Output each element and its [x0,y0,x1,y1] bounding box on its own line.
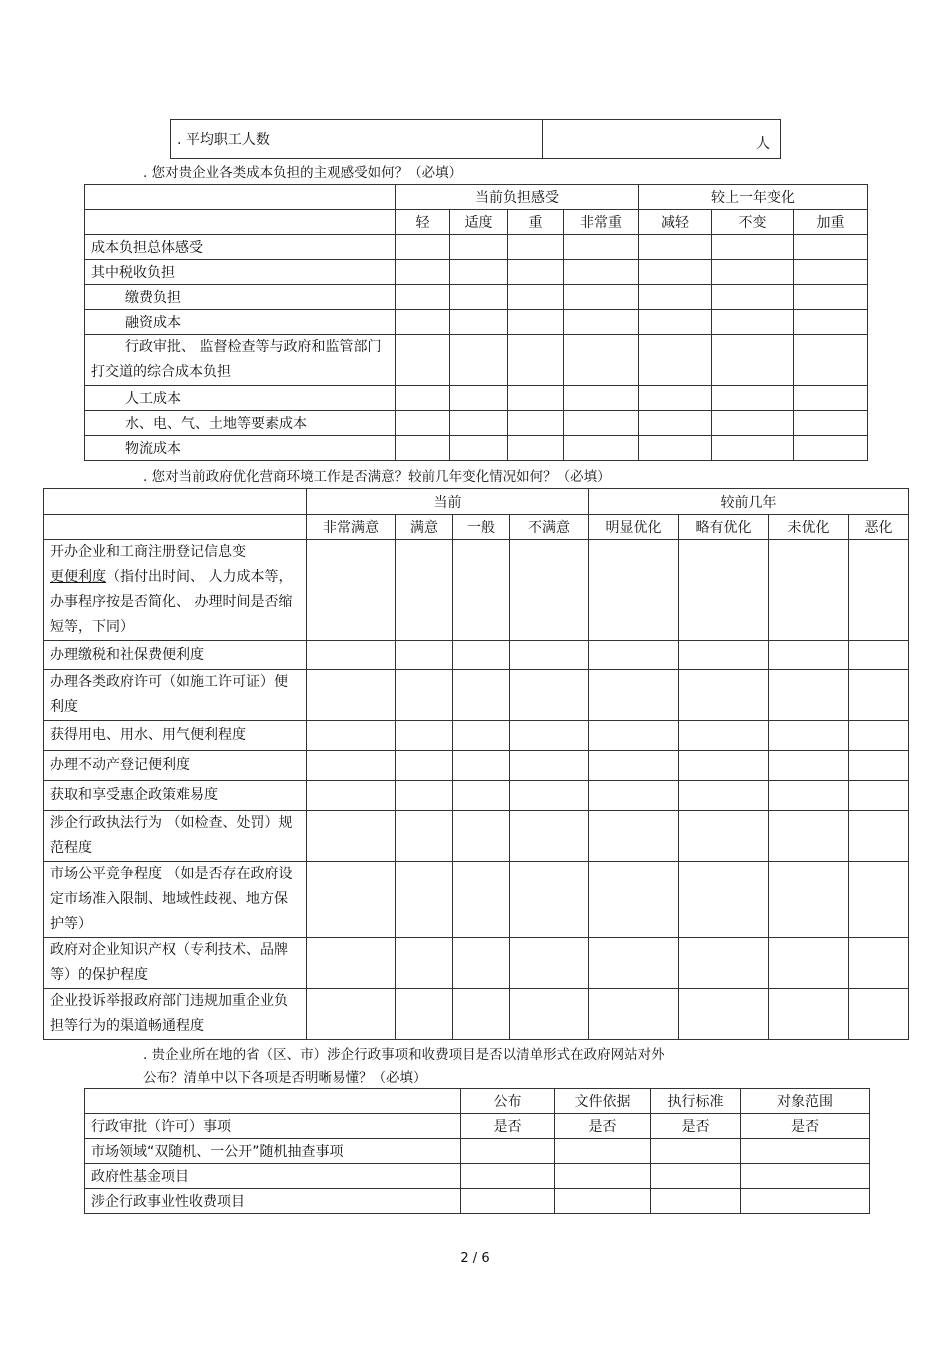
list-col-header: 执行标准 [651,1089,741,1114]
answer-cell[interactable] [589,938,679,989]
answer-cell[interactable] [396,989,453,1040]
answer-cell[interactable] [679,811,769,862]
answer-cell[interactable] [769,862,849,938]
table-row [44,811,909,862]
yes-no-cell[interactable] [461,1139,555,1164]
table-row [85,1139,870,1164]
avg-staff-label: . 平均职工人数 [171,120,543,159]
answer-cell[interactable] [510,670,589,721]
answer-cell[interactable] [679,721,769,751]
yes-no-cell[interactable] [741,1164,870,1189]
answer-cell[interactable] [307,721,396,751]
answer-cell[interactable] [564,285,639,310]
env-col-header: 一般 [453,515,510,540]
list-publicity-table [84,1088,870,1214]
answer-cell[interactable] [450,310,508,335]
yes-no-cell[interactable]: 是否 [651,1114,741,1139]
cost-col-header: 不变 [712,210,794,235]
answer-cell[interactable] [564,310,639,335]
cost-row-label: 融资成本 [85,310,396,335]
env-col-header: 不满意 [510,515,589,540]
q-cost-title: . 您对贵企业各类成本负担的主观感受如何？（必填） [143,165,463,181]
answer-cell[interactable] [396,721,453,751]
answer-cell[interactable] [794,411,868,436]
answer-cell[interactable] [712,285,794,310]
answer-cell[interactable] [307,989,396,1040]
answer-cell[interactable] [564,386,639,411]
env-col-header: 非常满意 [307,515,396,540]
answer-cell[interactable] [508,285,564,310]
answer-cell[interactable] [564,235,639,260]
answer-cell[interactable] [453,540,510,641]
answer-cell[interactable] [679,862,769,938]
answer-cell[interactable] [769,670,849,721]
answer-cell[interactable] [396,751,453,781]
answer-cell[interactable] [712,411,794,436]
cost-row-label: 人工成本 [85,386,396,411]
answer-cell[interactable] [769,721,849,751]
cost-burden-table [84,184,868,461]
yes-no-cell[interactable] [555,1139,651,1164]
cost-group-current: 当前负担感受 [396,185,639,210]
answer-cell[interactable] [450,285,508,310]
answer-cell[interactable] [679,670,769,721]
answer-cell[interactable] [396,285,450,310]
answer-cell[interactable] [679,989,769,1040]
list-header-blank [85,1089,461,1114]
answer-cell[interactable] [307,781,396,811]
env-col-header: 略有优化 [679,515,769,540]
table-row [44,938,909,989]
answer-cell[interactable] [589,721,679,751]
answer-cell[interactable] [510,751,589,781]
answer-cell[interactable] [769,751,849,781]
yes-no-cell[interactable] [741,1139,870,1164]
answer-cell[interactable] [396,386,450,411]
answer-cell[interactable] [589,862,679,938]
answer-cell[interactable] [510,989,589,1040]
list-row-label: 行政审批（许可）事项 [85,1114,461,1139]
answer-cell[interactable] [589,751,679,781]
table-row [85,260,868,285]
answer-cell[interactable] [307,862,396,938]
answer-cell[interactable] [396,811,453,862]
answer-cell[interactable] [679,781,769,811]
answer-cell[interactable] [794,436,868,461]
answer-cell[interactable] [510,721,589,751]
answer-cell[interactable] [396,641,453,670]
answer-cell[interactable] [679,641,769,670]
answer-cell[interactable] [396,335,450,386]
yes-no-cell[interactable] [555,1189,651,1214]
answer-cell[interactable] [712,235,794,260]
table-row [85,436,868,461]
yes-no-cell[interactable] [651,1164,741,1189]
cost-col-header: 加重 [794,210,868,235]
avg-staff-unit: 人 [756,136,770,152]
answer-cell[interactable] [639,436,712,461]
cost-subheader-blank [85,210,396,235]
answer-cell[interactable] [769,641,849,670]
yes-no-cell[interactable]: 是否 [555,1114,651,1139]
answer-cell[interactable] [307,938,396,989]
answer-cell[interactable] [794,335,868,386]
answer-cell[interactable] [510,641,589,670]
answer-cell[interactable] [450,436,508,461]
avg-staff-value-field[interactable] [543,120,781,159]
answer-cell[interactable] [564,260,639,285]
cost-row-label: 水、电、气、土地等要素成本 [85,411,396,436]
answer-cell[interactable] [589,781,679,811]
env-col-header: 明显优化 [589,515,679,540]
list-col-header: 对象范围 [741,1089,870,1114]
answer-cell[interactable] [453,938,510,989]
answer-cell[interactable] [510,540,589,641]
answer-cell[interactable] [639,260,712,285]
answer-cell[interactable] [639,335,712,386]
env-row-label-part: 开办企业和工商注册登记信息变 [50,544,246,560]
answer-cell[interactable] [849,862,909,938]
answer-cell[interactable] [849,721,909,751]
env-col-header: 满意 [396,515,453,540]
yes-no-cell[interactable]: 是否 [741,1114,870,1139]
answer-cell[interactable] [508,335,564,386]
q-list-title-line2: 公布？清单中以下各项是否明晰易懂？（必填） [143,1070,427,1086]
answer-cell[interactable] [396,411,450,436]
table-row [85,310,868,335]
table-row [85,411,868,436]
answer-cell[interactable] [510,811,589,862]
list-row-label: 市场领域“双随机、一公开”随机抽查事项 [85,1139,461,1164]
answer-cell[interactable] [396,310,450,335]
env-row-label: 办理缴税和社保费便利度 [44,641,307,670]
cost-row-label: 其中税收负担 [85,260,396,285]
q-list-title-line1: . 贵企业所在地的省（区、市）涉企行政事项和收费项目是否以清单形式在政府网站对外 [143,1047,665,1063]
table-row [44,540,909,641]
answer-cell[interactable] [396,436,450,461]
answer-cell[interactable] [396,938,453,989]
table-row [85,285,868,310]
env-header-blank [44,489,307,515]
answer-cell[interactable] [794,386,868,411]
cost-row-label: 物流成本 [85,436,396,461]
table-row [85,1189,870,1214]
answer-cell[interactable] [453,670,510,721]
answer-cell[interactable] [396,260,450,285]
table-row [85,386,868,411]
answer-cell[interactable] [769,781,849,811]
answer-cell[interactable] [849,641,909,670]
cost-col-header: 减轻 [639,210,712,235]
answer-cell[interactable] [769,540,849,641]
env-group-change: 较前几年 [589,489,909,515]
cost-row-label: 缴费负担 [85,285,396,310]
avg-staff-table [170,119,781,159]
answer-cell[interactable] [453,989,510,1040]
answer-cell[interactable] [639,310,712,335]
env-row-label: 政府对企业知识产权（专利技术、品牌等）的保护程度 [44,938,307,989]
answer-cell[interactable] [639,411,712,436]
env-row-label-underlined: 更便利度 [50,569,106,585]
answer-cell[interactable] [769,989,849,1040]
cost-col-header: 重 [508,210,564,235]
cost-header-blank [85,185,396,210]
answer-cell[interactable] [508,411,564,436]
answer-cell[interactable] [510,781,589,811]
answer-cell[interactable] [769,938,849,989]
cost-col-header: 轻 [396,210,450,235]
answer-cell[interactable] [712,310,794,335]
list-col-header: 公布 [461,1089,555,1114]
answer-cell[interactable] [589,670,679,721]
answer-cell[interactable] [589,989,679,1040]
answer-cell[interactable] [564,335,639,386]
answer-cell[interactable] [589,641,679,670]
table-row [44,721,909,751]
env-row-label: 涉企行政执法行为 （如检查、处罚）规范程度 [44,811,307,862]
answer-cell[interactable] [396,670,453,721]
answer-cell[interactable] [794,235,868,260]
answer-cell[interactable] [639,285,712,310]
yes-no-cell[interactable] [651,1139,741,1164]
table-row [44,751,909,781]
answer-cell[interactable] [712,260,794,285]
env-row-label-part: （指付出时间、 人力成本等，办事程序按是否简化、 办理时间是否缩短等，下同） [50,569,293,635]
answer-cell[interactable] [712,386,794,411]
answer-cell[interactable] [508,386,564,411]
yes-no-cell[interactable] [461,1164,555,1189]
table-row [85,1164,870,1189]
answer-cell[interactable] [639,235,712,260]
answer-cell[interactable] [849,751,909,781]
answer-cell[interactable] [794,310,868,335]
answer-cell[interactable] [849,540,909,641]
answer-cell[interactable] [510,938,589,989]
table-row [44,862,909,938]
env-row-label: 获得用电、用水、用气便利程度 [44,721,307,751]
cost-col-header: 非常重 [564,210,639,235]
answer-cell[interactable] [679,751,769,781]
answer-cell[interactable] [307,540,396,641]
business-env-table [43,488,909,1040]
answer-cell[interactable] [450,235,508,260]
answer-cell[interactable] [564,411,639,436]
env-subheader-blank [44,515,307,540]
answer-cell[interactable] [712,335,794,386]
answer-cell[interactable] [508,260,564,285]
answer-cell[interactable] [307,751,396,781]
answer-cell[interactable] [396,540,453,641]
answer-cell[interactable] [589,811,679,862]
answer-cell[interactable] [450,411,508,436]
answer-cell[interactable] [453,811,510,862]
table-row [85,335,868,386]
env-row-label: 办理不动产登记便利度 [44,751,307,781]
env-col-header: 恶化 [849,515,909,540]
table-row [44,670,909,721]
cost-group-change: 较上一年变化 [639,185,868,210]
answer-cell[interactable] [794,285,868,310]
answer-cell[interactable] [396,781,453,811]
answer-cell[interactable] [849,781,909,811]
answer-cell[interactable] [849,811,909,862]
answer-cell[interactable] [396,862,453,938]
answer-cell[interactable] [712,436,794,461]
env-row-label: 获取和享受惠企政策难易度 [44,781,307,811]
answer-cell[interactable] [510,862,589,938]
cost-row-label: 成本负担总体感受 [85,235,396,260]
answer-cell[interactable] [508,436,564,461]
answer-cell[interactable] [450,335,508,386]
answer-cell[interactable] [396,235,450,260]
answer-cell[interactable] [307,811,396,862]
answer-cell[interactable] [679,938,769,989]
answer-cell[interactable] [508,235,564,260]
page-number: 2 / 6 [460,1251,490,1266]
yes-no-cell[interactable] [555,1164,651,1189]
answer-cell[interactable] [453,862,510,938]
yes-no-cell[interactable]: 是否 [461,1114,555,1139]
env-row-label: 市场公平竞争程度 （如是否存在政府设定市场准入限制、地域性歧视、地方保护等） [44,862,307,938]
list-row-label: 涉企行政事业性收费项目 [85,1189,461,1214]
env-col-header: 未优化 [769,515,849,540]
answer-cell[interactable] [849,938,909,989]
env-row-label: 办理各类政府许可（如施工许可证）便利度 [44,670,307,721]
answer-cell[interactable] [453,781,510,811]
answer-cell[interactable] [849,989,909,1040]
answer-cell[interactable] [849,670,909,721]
cost-col-header: 适度 [450,210,508,235]
answer-cell[interactable] [679,540,769,641]
yes-no-cell[interactable] [651,1189,741,1214]
answer-cell[interactable] [307,641,396,670]
table-row [44,781,909,811]
list-col-header: 文件依据 [555,1089,651,1114]
yes-no-cell[interactable] [461,1189,555,1214]
yes-no-cell[interactable] [741,1189,870,1214]
answer-cell[interactable] [450,260,508,285]
answer-cell[interactable] [794,260,868,285]
table-row [85,235,868,260]
answer-cell[interactable] [564,436,639,461]
answer-cell[interactable] [450,386,508,411]
list-row-label: 政府性基金项目 [85,1164,461,1189]
env-row-label: 企业投诉举报政府部门违规加重企业负担等行为的渠道畅通程度 [44,989,307,1040]
table-row [44,989,909,1040]
q-env-title: . 您对当前政府优化营商环境工作是否满意？较前几年变化情况如何？（必填） [143,469,611,485]
table-row [85,1114,870,1139]
answer-cell[interactable] [307,670,396,721]
answer-cell[interactable] [453,641,510,670]
answer-cell[interactable] [639,386,712,411]
answer-cell[interactable] [508,310,564,335]
env-group-current: 当前 [307,489,589,515]
answer-cell[interactable] [589,540,679,641]
env-row-label [44,540,307,641]
answer-cell[interactable] [769,811,849,862]
table-row [44,641,909,670]
answer-cell[interactable] [453,721,510,751]
answer-cell[interactable] [453,751,510,781]
cost-row-label: 行政审批、 监督检查等与政府和监管部门打交道的综合成本负担 [85,335,396,386]
